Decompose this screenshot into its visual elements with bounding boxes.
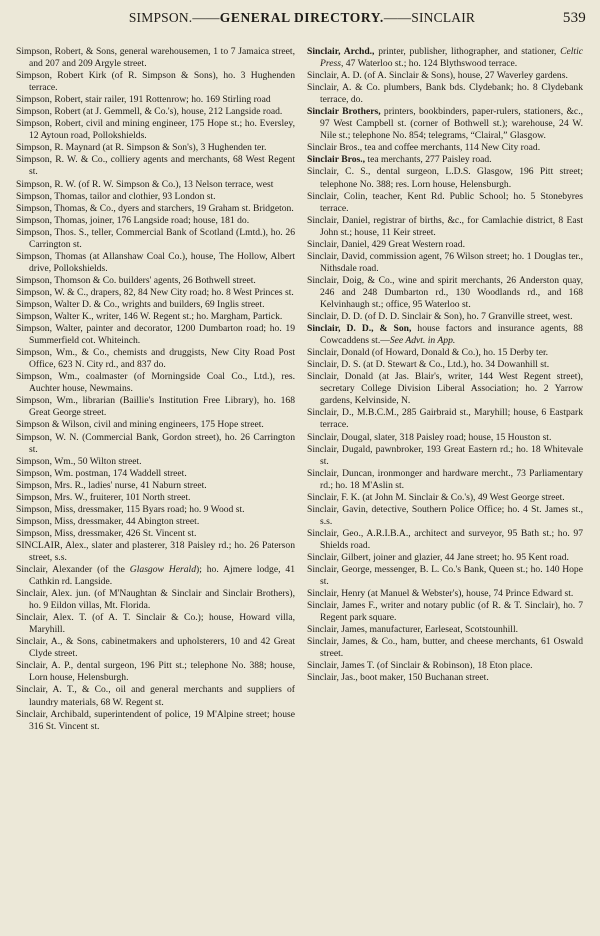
entry-post: tea merchants, 277 Paisley road. <box>365 154 492 166</box>
entry-text: Sinclair, Gavin, detective, Southern Police Office; ho. 4 St. James st., s.s. <box>307 503 583 527</box>
entry-text: Sinclair, Daniel, 429 Great Western road. <box>307 238 465 250</box>
directory-entry <box>16 142 295 154</box>
entry-text: Simpson, Robert, civil and mining engineer, 175 Hope st.; ho. Eversley, 12 Aytoun road, Pollokshields. <box>16 118 295 142</box>
directory-entry <box>16 432 295 456</box>
directory-entry <box>307 552 583 564</box>
entry-text: Simpson, Walter K., writer, 146 W. Regent st.; ho. Margham, Partick. <box>16 311 283 323</box>
entry-text: Sinclair, Dugald, pawnbroker, 193 Great Eastern rd.; ho. 18 Whitevale st. <box>307 443 583 467</box>
left-column <box>16 46 295 733</box>
directory-entry <box>16 612 295 636</box>
entry-text: Sinclair, Colin, teacher, Kent Rd. Public School; ho. 5 Stonebyres terrace. <box>307 190 583 214</box>
entry-text: Simpson, Wm., & Co., chemists and druggists, New City Road Post Office, 623 N. City rd., and 837 do. <box>16 347 295 371</box>
directory-entry <box>16 154 295 178</box>
directory-entry <box>307 311 583 323</box>
entry-text: Sinclair, D. D. (of D. D. Sinclair & Son), ho. 7 Granville street, west. <box>307 311 573 323</box>
directory-entry <box>307 347 583 359</box>
directory-entry <box>16 636 295 660</box>
directory-entry <box>307 166 583 190</box>
directory-entry <box>16 516 295 528</box>
entry-italic: Celtic Press <box>320 46 584 70</box>
directory-entry <box>16 588 295 612</box>
directory-entry <box>16 179 295 191</box>
entry-pre: Sinclair, Alexander (of the <box>16 564 130 576</box>
entry-post: printers, bookbinders, paper-rulers, stationers, &c., 97 West Campbell st. (corner of Bothwell st.); warehouse, 24 W. Nile st.; telephone No. 854; telegrams, “Clairal,” Glasgow. <box>320 106 583 142</box>
directory-entry <box>16 347 295 371</box>
directory-entry <box>307 636 583 660</box>
directory-entry <box>307 82 583 106</box>
entry-text: Simpson, Robert Kirk (of R. Simpson & Sons), ho. 3 Hughenden terrace. <box>16 70 295 94</box>
directory-entry <box>307 564 583 588</box>
directory-entry <box>16 564 295 588</box>
directory-entry <box>307 46 583 70</box>
entry-post: ); ho. Ajmere lodge, 41 Cathkin rd. Langside. <box>29 564 295 588</box>
entry-text: Simpson, Wm., coalmaster (of Morningside Coal Co., Ltd.), res. Auchter house, Newmains. <box>16 371 295 395</box>
directory-entry <box>16 419 295 431</box>
entry-text: Simpson, Thos. S., teller, Commercial Bank of Scotland (Lmtd.), ho. 26 Carrington st. <box>16 226 295 250</box>
entry-text: Sinclair, D. S. (at D. Stewart & Co., Ltd.), ho. 34 Dowanhill st. <box>307 359 550 371</box>
directory-entry <box>307 432 583 444</box>
entry-text: Sinclair, David, commission agent, 76 Wilson street; ho. 1 Douglas ter., Nithsdale road. <box>307 250 583 274</box>
directory-entry <box>307 528 583 552</box>
directory-entry <box>307 371 583 407</box>
entry-text: Simpson, R. Maynard (at R. Simpson & Son's), 3 Hughenden ter. <box>16 142 267 154</box>
entry-text: Simpson, Mrs. R., ladies' nurse, 41 Naburn street. <box>16 479 207 491</box>
entry-text: Sinclair, Henry (at Manuel & Webster's), house, 74 Prince Edward st. <box>307 588 574 600</box>
entry-text: Sinclair, James T. (of Sinclair & Robinson), 18 Eton place. <box>307 660 533 672</box>
entry-bold: Sinclair Brothers, <box>307 106 381 118</box>
header-title: GENERAL DIRECTORY. <box>219 10 384 25</box>
entry-text: Sinclair, C. S., dental surgeon, L.D.S. Glasgow, 196 Pitt street; telephone No. 388; res. Lorn house, Helensburgh. <box>307 166 583 190</box>
directory-entry <box>307 70 583 82</box>
entry-text: Sinclair, Donald (at Jas. Blair's, writer, 144 West Regent street), secretary College Division Liberal Association; ho. 2 Yarrow gardens, Kelvinside, N. <box>307 371 583 407</box>
directory-entry <box>16 660 295 684</box>
directory-entry <box>307 504 583 528</box>
entry-text: Sinclair, Alex. jun. (of M'Naughtan & Sinclair and Sinclair Brothers), ho. 9 Eildon villas, Mt. Florida. <box>16 588 295 612</box>
entry-bold: Sinclair Bros., <box>307 154 366 166</box>
entry-text: Sinclair, Daniel, registrar of births, &c., for Camlachie district, 8 East John st.; house, 11 Keir street. <box>307 214 583 238</box>
entry-text: Simpson, Walter, painter and decorator, 1200 Dumbarton road; ho. 19 Summerfield cot. Whiteinch. <box>16 323 295 347</box>
entry-text: Sinclair, Geo., A.R.I.B.A., architect and surveyor, 95 Bath st.; ho. 97 Shields road. <box>307 527 583 551</box>
entry-text: Simpson, Miss, dressmaker, 426 St. Vincent st. <box>16 527 197 539</box>
directory-entry <box>307 444 583 468</box>
entry-text: Sinclair, George, messenger, B. L. Co.'s Bank, Queen st.; ho. 140 Hope st. <box>307 564 583 588</box>
directory-entry <box>16 480 295 492</box>
directory-entry <box>16 456 295 468</box>
entry-text: Simpson, W. N. (Commercial Bank, Gordon street), ho. 26 Carrington st. <box>16 431 295 455</box>
right-column <box>307 46 583 733</box>
entry-text: Sinclair, Gilbert, joiner and glazier, 44 Jane street; ho. 95 Kent road. <box>307 551 569 563</box>
entry-bold: Sinclair, D. D., & Son, <box>307 323 412 335</box>
entry-pre: house factors and insurance agents, 88 Cowcaddens st.— <box>320 323 583 347</box>
entry-text: Simpson, Thomas (at Allanshaw Coal Co.), house, The Hollow, Albert drive, Pollokshields. <box>16 250 295 274</box>
entry-text: Sinclair Bros., tea and coffee merchants, 114 New City road. <box>307 142 541 154</box>
directory-entry <box>16 323 295 347</box>
directory-entry <box>16 492 295 504</box>
entry-text: Simpson, Mrs. W., fruiterer, 101 North street. <box>16 491 191 503</box>
directory-entry <box>16 299 295 311</box>
directory-entry <box>307 239 583 251</box>
directory-entry <box>16 709 295 733</box>
entry-bold: Sinclair, Archd., <box>307 46 375 57</box>
directory-entry <box>16 70 295 94</box>
entry-text: Simpson, Thomas, & Co., dyers and starchers, 19 Graham st. Bridgeton. <box>16 202 294 214</box>
entry-text: Sinclair, Donald (of Howard, Donald & Co.), ho. 15 Derby ter. <box>307 347 549 359</box>
directory-entry <box>307 492 583 504</box>
entry-text: Simpson, W. & C., drapers, 82, 84 New City road; ho. 8 West Princes st. <box>16 286 294 298</box>
entry-pre: printer, publisher, lithographer, and stationer, <box>374 46 561 57</box>
directory-entry <box>16 287 295 299</box>
entry-text: Sinclair, Duncan, ironmonger and hardware mercht., 73 Parliamentary rd.; ho. 18 M'Aslin st. <box>307 467 583 491</box>
directory-entry <box>307 215 583 239</box>
directory-entry <box>16 371 295 395</box>
directory-entry <box>307 624 583 636</box>
entry-text: Simpson, R. W. & Co., colliery agents and merchants, 68 West Regent st. <box>16 154 295 178</box>
directory-entry <box>307 660 583 672</box>
entry-text: Simpson, R. W. (of R. W. Simpson & Co.), 13 Nelson terrace, west <box>16 178 274 190</box>
directory-entry <box>307 275 583 311</box>
directory-entry <box>16 118 295 142</box>
header-right: ——SINCLAIR <box>383 10 476 25</box>
entry-text: Simpson, Robert, & Sons, general warehousemen, 1 to 7 Jamaica street, and 207 and 209 Argyle street. <box>16 46 295 70</box>
entry-text: Simpson, Walter D. & Co., wrights and builders, 69 Inglis street. <box>16 298 265 310</box>
directory-entry <box>16 203 295 215</box>
directory-entry <box>16 504 295 516</box>
entry-text: Simpson, Wm., 50 Wilton street. <box>16 455 142 467</box>
directory-entry <box>16 191 295 203</box>
directory-entry <box>307 323 583 347</box>
entry-text: Sinclair, Archibald, superintendent of police, 19 M'Alpine street; house 316 St. Vincent st. <box>16 708 295 732</box>
entry-text: Simpson & Wilson, civil and mining engineers, 175 Hope street. <box>16 419 264 431</box>
entry-text: Sinclair, A. D. (of A. Sinclair & Sons), house, 27 Waverley gardens. <box>307 70 568 82</box>
directory-entry <box>16 215 295 227</box>
directory-entry <box>307 600 583 624</box>
directory-entry <box>16 94 295 106</box>
directory-entry <box>16 528 295 540</box>
entry-text: Sinclair, A. P., dental surgeon, 196 Pitt st.; telephone No. 388; house, Lorn house, Helensburgh. <box>16 660 295 684</box>
directory-entry <box>16 540 295 564</box>
directory-entry <box>16 468 295 480</box>
entry-text: Simpson, Miss, dressmaker, 44 Abington street. <box>16 515 200 527</box>
directory-entry <box>307 106 583 142</box>
directory-entry <box>307 588 583 600</box>
entry-text: Sinclair, Dougal, slater, 318 Paisley road; house, 15 Houston st. <box>307 431 552 443</box>
entry-italic: Glasgow Herald <box>129 564 196 576</box>
entry-text: Sinclair, James, manufacturer, Earleseat, Scotstounhill. <box>307 624 519 636</box>
entry-text: SINCLAIR, Alex., slater and plasterer, 318 Paisley rd.; ho. 26 Paterson street, s.s. <box>16 539 295 563</box>
entry-text: Sinclair, James, & Co., ham, butter, and cheese merchants, 61 Oswald street. <box>307 636 583 660</box>
directory-entry <box>307 359 583 371</box>
entry-text: Simpson, Miss, dressmaker, 115 Byars road; ho. 9 Wood st. <box>16 503 245 515</box>
directory-entry <box>307 251 583 275</box>
entry-text: Simpson, Wm., librarian (Baillie's Institution Free Library), ho. 168 Great George street. <box>16 395 295 419</box>
directory-entry <box>16 46 295 70</box>
entry-text: Sinclair, Doig, & Co., wine and spirit merchants, 26 Anderston quay, 246 and 248 Dumbarton rd., 130 Woodlands rd., and 168 Kelvinhaugh st.; office, 95 Waterloo st. <box>307 274 583 310</box>
running-header <box>16 10 588 34</box>
entry-text: Sinclair, A., & Sons, cabinetmakers and upholsterers, 10 and 42 Great Clyde street. <box>16 636 295 660</box>
entry-text: Simpson, Thomas, tailor and clothier, 93 London st. <box>16 190 216 202</box>
entry-text: Sinclair, D., M.B.C.M., 285 Gairbraid st., Maryhill; house, 6 Eastpark terrace. <box>307 407 583 431</box>
directory-entry <box>307 154 583 166</box>
entry-text: Simpson, Thomson & Co. builders' agents, 26 Bothwell street. <box>16 274 256 286</box>
directory-entry <box>307 191 583 215</box>
directory-entry <box>16 227 295 251</box>
directory-entry <box>307 468 583 492</box>
directory-entry <box>16 275 295 287</box>
page-number: 539 <box>562 10 586 26</box>
directory-entry <box>16 311 295 323</box>
directory-entry <box>307 142 583 154</box>
entry-text: Sinclair, Alex. T. (of A. T. Sinclair & Co.); house, Howard villa, Maryhill. <box>16 612 295 636</box>
entry-text: Simpson, Robert, stair railer, 191 Rottenrow; ho. 169 Stirling road <box>16 94 271 106</box>
columns <box>16 46 588 733</box>
entry-text: Simpson, Wm. postman, 174 Waddell street. <box>16 467 187 479</box>
entry-text: Sinclair, James F., writer and notary public (of R. & T. Sinclair), ho. 7 Regent park square. <box>307 600 583 624</box>
entry-text: Sinclair, Jas., boot maker, 150 Buchanan street. <box>307 672 489 684</box>
directory-entry <box>16 684 295 708</box>
entry-text: Sinclair, F. K. (at John M. Sinclair & Co.'s), 49 West George street. <box>307 491 565 503</box>
header-left: SIMPSON.—— <box>128 10 220 25</box>
entry-text: Simpson, Robert (at J. Gemmell, & Co.'s), house, 212 Langside road. <box>16 106 283 118</box>
directory-entry <box>16 251 295 275</box>
directory-entry <box>307 672 583 684</box>
entry-text: Simpson, Thomas, joiner, 176 Langside road; house, 181 do. <box>16 214 250 226</box>
entry-text: Sinclair, A. & Co. plumbers, Bank bds. Clydebank; ho. 8 Clydebank terrace, do. <box>307 82 583 106</box>
directory-entry <box>16 106 295 118</box>
directory-entry <box>307 407 583 431</box>
entry-post: , 47 Waterloo st.; ho. 124 Blythswood terrace. <box>340 58 518 70</box>
entry-text: Sinclair, A. T., & Co., oil and general merchants and suppliers of laundry materials, 68 W. Regent st. <box>16 684 295 708</box>
directory-entry <box>16 395 295 419</box>
entry-italic: See Advt. in App. <box>389 335 456 347</box>
